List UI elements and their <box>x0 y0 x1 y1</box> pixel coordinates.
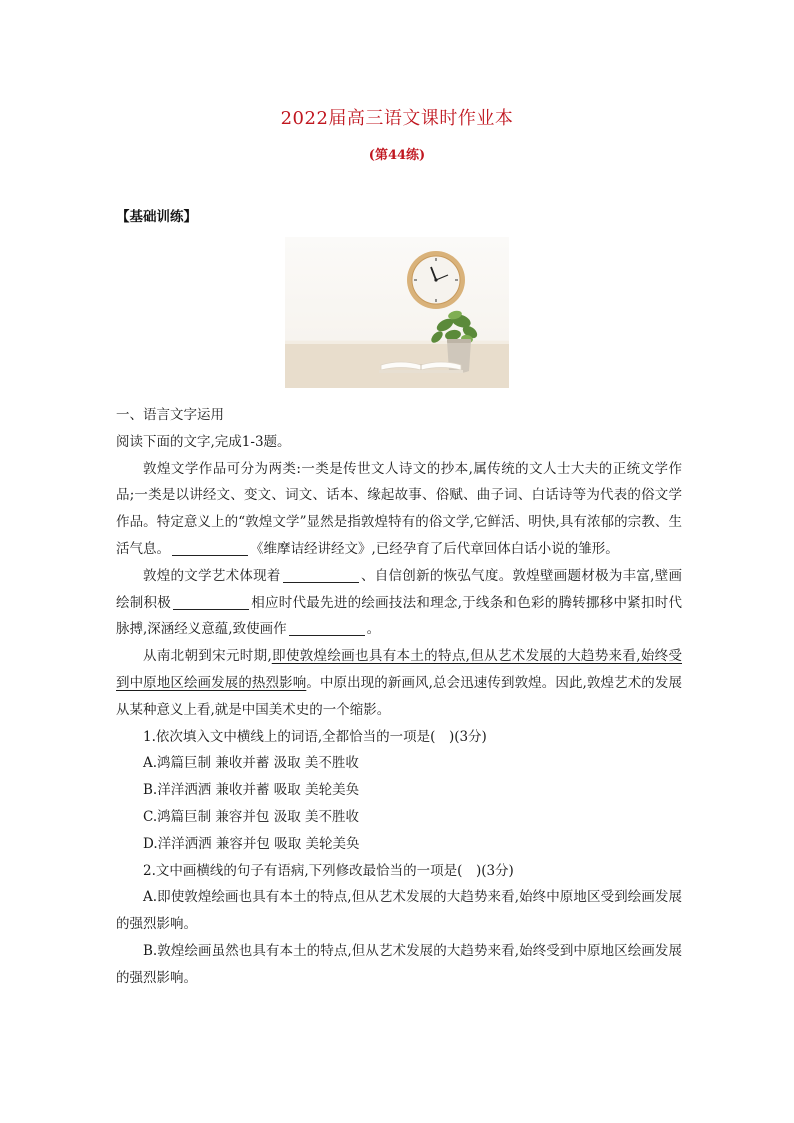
page-title: 2022届高三语文课时作业本 <box>280 108 514 129</box>
passage-text: 、自信创新的恢弘气度。敦煌壁画题材极为丰富,壁画绘制积极 <box>116 567 683 611</box>
fill-blank <box>173 594 249 610</box>
section-tag: 【基础训练】 <box>116 209 197 225</box>
illustration-photo <box>285 237 509 388</box>
question-option: C.鸿篇巨制 兼容并包 汲取 美不胜收 <box>143 808 360 825</box>
body-text <box>116 402 682 992</box>
passage-text: 《维摩诘经讲经文》,已经孕育了后代章回体白话小说的雏形。 <box>250 540 619 557</box>
question-stem: 1.依次填入文中横线上的词语,全都恰当的一项是( )(3分) <box>143 728 487 745</box>
passage-paragraph-1 <box>116 456 682 563</box>
passage-text: 。中原出现的新画风,总会迅速传到敦煌。因此,敦煌艺术的发展从某种意义上看,就是中国美术史的一个缩影。 <box>116 674 682 718</box>
passage-text: 从南北朝到宋元时期, <box>143 648 272 665</box>
part-heading: 一、语言文字运用 <box>116 407 224 423</box>
clock-plant-book-illustration <box>285 237 509 388</box>
fill-blank <box>283 567 359 583</box>
question-stem: 2.文中画横线的句子有语病,下列修改最恰当的一项是( )(3分) <box>143 862 514 879</box>
passage-text: 相应时代最先进的绘画技法和理念,于线条和色彩的腾转挪移中紧扣时代脉搏,深涵经义意蕴,致使画作 <box>116 594 683 638</box>
passage-text: 敦煌文学作品可分为两类:一类是传世文人诗文的抄本,属传统的文人士大夫的正统文学作品;一类是以讲经文、变文、词文、话本、缘起故事、俗赋、曲子词、白话诗等为代表的俗文学作品。特定意义上的“敦煌文学”显然是指敦煌特有的俗文学,它鲜活、明快,具有浓郁的宗教、生活气息。 <box>116 460 682 557</box>
question-option: D.洋洋洒洒 兼容并包 吸取 美轮美奂 <box>143 835 360 852</box>
page-subtitle: (第44练) <box>368 148 426 163</box>
question-option: B.敦煌绘画虽然也具有本土的特点,但从艺术发展的大趋势来看,始终受到中原地区绘画发展的强烈影响。 <box>116 942 682 986</box>
passage-text: 。 <box>366 621 381 638</box>
question-option: A.即使敦煌绘画也具有本土的特点,但从艺术发展的大趋势来看,始终中原地区受到绘画发展的强烈影响。 <box>116 889 682 933</box>
passage-paragraph-2 <box>116 563 682 643</box>
question-option: B.洋洋洒洒 兼收并蓄 吸取 美轮美奂 <box>143 782 360 799</box>
instruction-line: 阅读下面的文字,完成1-3题。 <box>116 433 291 450</box>
passage-paragraph-3 <box>116 643 682 723</box>
fill-blank <box>289 620 365 636</box>
question-option: A.鸿篇巨制 兼收并蓄 汲取 美不胜收 <box>143 755 359 772</box>
fill-blank <box>172 540 248 556</box>
passage-text: 敦煌的文学艺术体现着 <box>143 567 281 584</box>
underlined-sentence: 即使敦煌绘画也具有本土的特点,但从艺术发展的大趋势来看,始终受到中原地区绘画发展的热烈影响 <box>116 648 682 691</box>
